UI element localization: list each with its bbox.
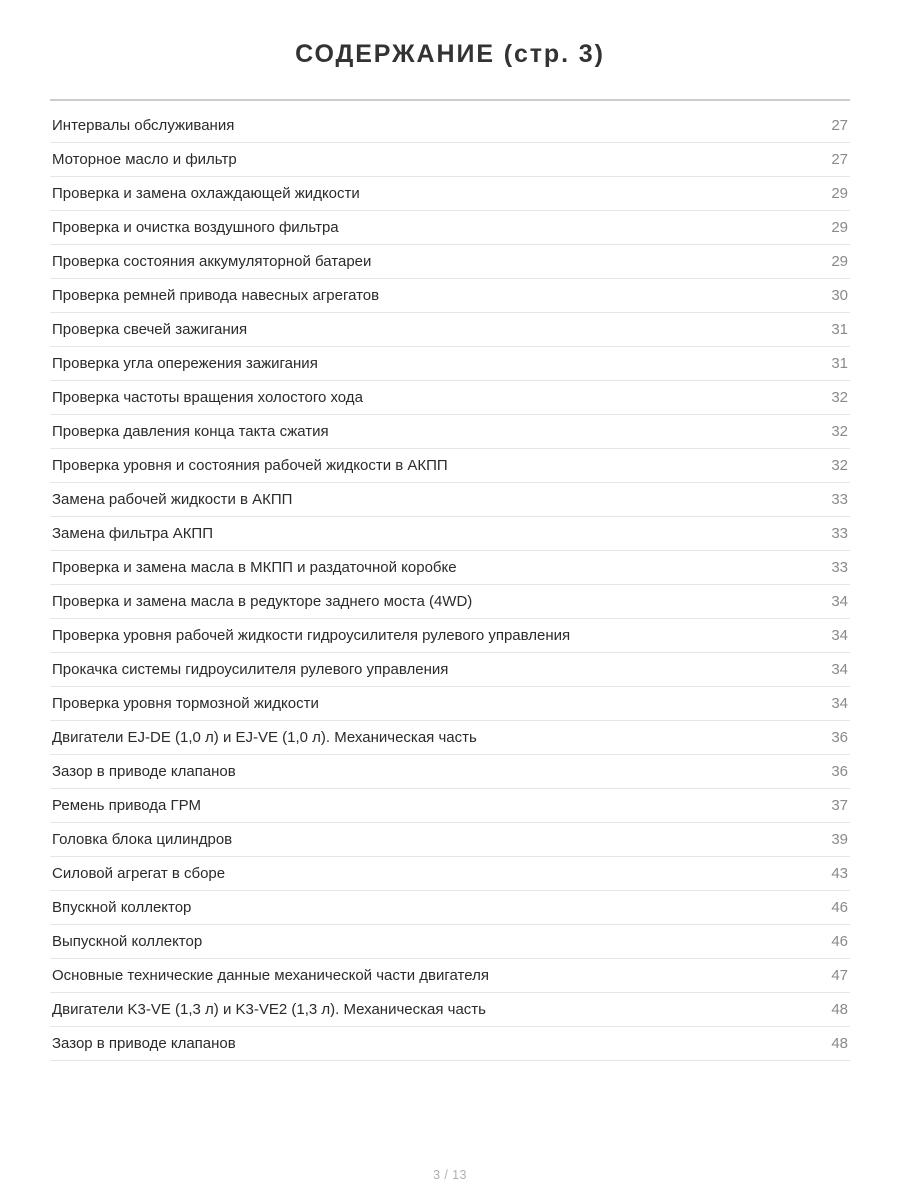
toc-row[interactable]: [50, 823, 850, 857]
toc-entry-title: Проверка уровня рабочей жидкости гидроусилителя рулевого управления: [52, 627, 571, 644]
toc-entry-page: 29: [831, 219, 848, 236]
toc-row[interactable]: [50, 109, 850, 143]
page-title: СОДЕРЖАНИЕ (стр. 3): [295, 40, 605, 68]
toc-entry-page: 39: [831, 831, 848, 848]
toc-entry-title: Проверка и замена масла в МКПП и раздаточной коробке: [52, 559, 457, 576]
toc-entry-title: Интервалы обслуживания: [52, 117, 235, 134]
toc-row[interactable]: [50, 721, 850, 755]
toc-entry-title: Проверка уровня и состояния рабочей жидкости в АКПП: [52, 457, 448, 474]
toc-row[interactable]: [50, 415, 850, 449]
toc-row[interactable]: [50, 483, 850, 517]
toc-entry-page: 27: [831, 151, 848, 168]
toc-entry-page: 46: [831, 899, 848, 916]
toc-row[interactable]: [50, 211, 850, 245]
table-of-contents: [50, 101, 850, 1061]
toc-entry-page: 32: [831, 389, 848, 406]
toc-entry-title: Головка блока цилиндров: [52, 831, 233, 848]
toc-entry-title: Проверка частоты вращения холостого хода: [52, 389, 363, 406]
toc-row[interactable]: [50, 789, 850, 823]
toc-row[interactable]: [50, 143, 850, 177]
toc-entry-page: 37: [831, 797, 848, 814]
toc-entry-title: Проверка уровня тормозной жидкости: [52, 695, 319, 712]
toc-entry-title: Проверка и очистка воздушного фильтра: [52, 219, 339, 236]
toc-entry-title: Проверка ремней привода навесных агрегатов: [52, 287, 380, 304]
toc-entry-title: Моторное масло и фильтр: [52, 151, 237, 168]
toc-entry-page: 36: [831, 729, 848, 746]
toc-entry-title: Выпускной коллектор: [52, 933, 203, 950]
toc-row[interactable]: [50, 619, 850, 653]
toc-row[interactable]: [50, 177, 850, 211]
toc-entry-page: 33: [831, 491, 848, 508]
toc-entry-page: 47: [831, 967, 848, 984]
toc-entry-page: 48: [831, 1035, 848, 1052]
toc-row[interactable]: [50, 891, 850, 925]
toc-entry-title: Проверка давления конца такта сжатия: [52, 423, 329, 440]
toc-entry-title: Зазор в приводе клапанов: [52, 763, 236, 780]
toc-entry-page: 31: [831, 355, 848, 372]
toc-row[interactable]: [50, 925, 850, 959]
toc-entry-page: 48: [831, 1001, 848, 1018]
toc-entry-page: 34: [831, 593, 848, 610]
toc-entry-page: 33: [831, 559, 848, 576]
toc-entry-page: 43: [831, 865, 848, 882]
toc-row[interactable]: [50, 279, 850, 313]
toc-entry-title: Проверка и замена охлаждающей жидкости: [52, 185, 360, 202]
toc-entry-page: 32: [831, 457, 848, 474]
toc-entry-title: Прокачка системы гидроусилителя рулевого управления: [52, 661, 449, 678]
toc-row[interactable]: [50, 551, 850, 585]
toc-entry-title: Двигатели K3-VE (1,3 л) и K3-VE2 (1,3 л). Механическая часть: [52, 1001, 486, 1018]
page-footer: [0, 1140, 900, 1200]
toc-entry-page: 46: [831, 933, 848, 950]
toc-entry-page: 31: [831, 321, 848, 338]
toc-entry-page: 33: [831, 525, 848, 542]
toc-row[interactable]: [50, 245, 850, 279]
toc-entry-title: Проверка свечей зажигания: [52, 321, 248, 338]
toc-row[interactable]: [50, 585, 850, 619]
toc-row[interactable]: [50, 1027, 850, 1061]
toc-entry-title: Зазор в приводе клапанов: [52, 1035, 236, 1052]
toc-row[interactable]: [50, 857, 850, 891]
toc-entry-page: 29: [831, 253, 848, 270]
toc-entry-title: Основные технические данные механической части двигателя: [52, 967, 489, 984]
toc-row[interactable]: [50, 381, 850, 415]
toc-entry-title: Проверка угла опережения зажигания: [52, 355, 318, 372]
toc-entry-page: 32: [831, 423, 848, 440]
toc-entry-title: Силовой агрегат в сборе: [52, 865, 226, 882]
toc-row[interactable]: [50, 755, 850, 789]
toc-row[interactable]: [50, 687, 850, 721]
toc-entry-title: Замена рабочей жидкости в АКПП: [52, 491, 293, 508]
toc-entry-title: Ремень привода ГРМ: [52, 797, 201, 814]
toc-entry-title: Проверка и замена масла в редукторе заднего моста (4WD): [52, 593, 473, 610]
toc-entry-title: Проверка состояния аккумуляторной батареи: [52, 253, 372, 270]
toc-entry-page: 29: [831, 185, 848, 202]
toc-entry-title: Впускной коллектор: [52, 899, 192, 916]
toc-row[interactable]: [50, 653, 850, 687]
toc-entry-page: 34: [831, 695, 848, 712]
toc-row[interactable]: [50, 993, 850, 1027]
toc-row[interactable]: [50, 347, 850, 381]
toc-entry-title: Двигатели EJ-DE (1,0 л) и EJ-VE (1,0 л). Механическая часть: [52, 729, 477, 746]
toc-row[interactable]: [50, 517, 850, 551]
toc-entry-page: 34: [831, 661, 848, 678]
toc-row[interactable]: [50, 959, 850, 993]
toc-row[interactable]: [50, 313, 850, 347]
toc-entry-page: 30: [831, 287, 848, 304]
toc-entry-page: 36: [831, 763, 848, 780]
pagination-label: 3 / 13: [433, 1168, 467, 1182]
toc-entry-page: 34: [831, 627, 848, 644]
toc-row[interactable]: [50, 449, 850, 483]
toc-entry-title: Замена фильтра АКПП: [52, 525, 213, 542]
toc-entry-page: 27: [831, 117, 848, 134]
